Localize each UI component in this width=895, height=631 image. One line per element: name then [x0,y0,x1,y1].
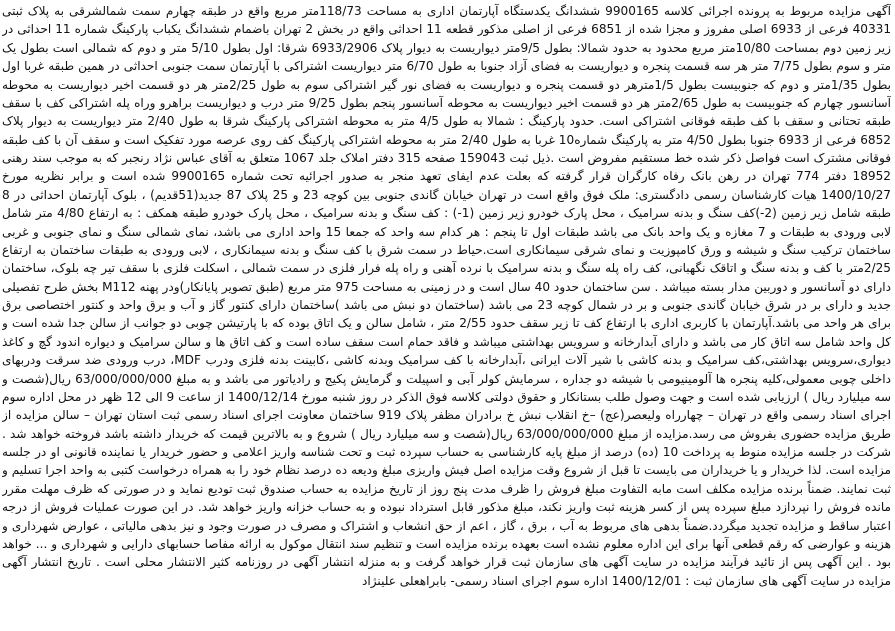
auction-notice-text [2,2,891,628]
notice-paragraph: آگهی مزایده مربوط به پرونده اجرائی کلاسه 9900165 ششدانگ یکدستگاه آپارتمان اداری به مساحت 118/73متر مربع واقع در طبقه چهارم سمت شمالشرقی به پلاک ثبتی 40331 فرعی از 6933 اصلی مفروز و مجزا شده از 6851 فرعی از اصلی مذکور قطعه 11 احداثی واقع در بخش 2 تهران باضمام ششدانگ یکباب پارکینگ شماره 11 احداثی در زیر زمین دوم بمساحت 10/80متر مربع محدود به حدود شمالا: بطول 9/5متر دیواریست به دیوار پلاک 6933/2906 شرقا: اول بطول 5/10 متر و دوم که شمالی است بطول یک متر و سوم بطول 7/75 متر هر سه قسمت پنجره و دیواریست به فضای آزاد جنوبا به طول 6/70 متر دیواریست اشتراکی با آپارتمان سمت جنوبی احداثی در همین طبقه غربا اول بطول 1/35متر و دوم که جنوبیست بطول 1/5مترهر دو قسمت پنجره و دیواریست به فضای نور گیر اشتراکی سوم به طول 2/25متر هر دو قسمت اخیر دیواریست به محوطه آسانسور چهارم که جنوبیست به طول 2/65متر هر دو قسمت اخیر دیواریست به محوطه آسانسور پنجم بطول 9/25 متر درب و دیواریست براهرو وراه پله اشتراکی کف با سقف طبقه تحتانی و سقف با کف طبقه فوقانی اشتراکی است. حدود پارکینگ : شمالا به طول 4/5 متر به محوطه اشتراکی پارکینگ شرقا به طول 2/40 متر دیواریست به دیوار پلاک 6852 فرعی از 6933 جنوبا بطول 4/50 متر به پارکینگ شماره10 غربا به طول 2/40 متر به محوطه اشتراکی پارکینگ کف روی عرصه مورد تفکیک است و سقف آن با کف طبقه فوقانی مشترک است فواصل ذکر شده خط مستقیم مفروض است .ذیل ثبت 159043 صفحه 315 دفتر املاک جلد 1067 متعلق به آقای عباس نژاد رنجبر که به موجب سند رهنی 18952 دفتر 774 تهران در رهن بانک رفاه کارگران قرار گرفته که بعلت عدم ایفای تعهد منجر به صدور اجرائیه تحت شماره 9900165 شده است و برابر نظریه مورخ 1400/10/27 هیات کارشناسان رسمی دادگستری: ملک فوق واقع است در تهران خیابان گاندی جنوبی بین کوچه 23 و 25 پلاک 87 جدید(51قدیم) ، بلوک آپارتمان احداثی در 8 طبقه شامل زیر زمین (2-)کف سنگ و بدنه سرامیک ، محل پارک خودرو زیر زمین (1-) : کف سنگ و بدنه سرامیک ، محل پارک خودرو طبقه همکف : به ارتفاع 4/80 متر شامل لابی ورودی به طبقات و 7 مغازه و یک واحد بانک می باشد طبقات اول تا پنجم : هر کدام سه واحد که جمعا 15 واحد اداری می باشد، نمای شمالی سنگ و نمای جنوبی و غربی ساختمان ترکیب سنگ و شیشه و ورق کامپوزیت و نمای شرقی سیمانکاری است.حیاط در سمت شرق با کف سنگ و بدنه سیمانکاری ، لابی ورودی به طبقات ساختمان به ارتفاع 2/25متر با کف و بدنه سنگ و اتاقک نگهبانی، کف راه پله سنگ و بدنه سرامیک با نرده آهنی و راه پله فرار فلزی در سمت شمالی ، اسکلت فلزی با سقف تیر چه بلوک، ساختمان دارای دو آسانسور و دوربین مدار بسته میباشد . سن ساختمان حدود 40 سال است و در زمینی به مساحت 975 متر مربع (طبق تصویر پایانکار)ودر پهنه M112 بخش طرح تفصیلی جدید و دارای بر در شرق خیابان گاندی جنوبی و بر در شمال کوچه 23 می باشد (ساختمان دو نبش می باشد )ساختمان دارای کنتور گاز و آب و برق واحد و کنتور اختصاصی برق برای هر واحد می باشد.آپارتمان با کاربری اداری با ارتفاع کف تا زیر سقف حدود 2/55 متر ، شامل سالن و یک اتاق بوده که با پارتیشن چوبی دو جوانب از سالن جدا شده است و کل واحد شامل سه اتاق کار می باشد و دارای آبدارخانه و سرویس بهداشتی میباشد و فاقد حمام است سقف ساده است و کف اتاق ها و سالن سرامیک و دیواره اندود گچ و کاغذ دیواری،سرویس بهداشتی،کف سرامیک و بدنه کاشی با شیر آلات ایرانی ،آبدارخانه با کف سرامیک وبدنه کاشی ،کابینت بدنه فلزی ودرب MDF، درب ورودی ضد سرقت ودربهای داخلی چوبی معمولی،کلیه پنجره ها آلومینیومی با شیشه دو جداره ، سرمایش کولر آبی و اسپیلت و گرمایش پکیج و رادیاتور می باشد و به مبلغ 63/000/000/000 ریال(شصت و سه میلیارد ریال ) ارزیابی شده است و جهت وصول طلب بستانکار و حقوق دولتی کلاسه فوق الذکر در روز شنبه مورخ 1400/12/14 از ساعت 9 الی 12 ظهر در محل اداره سوم اجرای اسناد رسمی واقع در تهران – چهارراه ولیعصر(عج) –خ انقلاب نبش خ برادران مظفر پلاک 919 ساختمان معاونت اجرای اسناد رسمی ثبت استان تهران – سالن مزایده از طریق مزایده حضوری بفروش می رسد.مزایده از مبلغ 63/000/000/000 ریال(شصت و سه میلیارد ریال ) شروع و به بالاترین قیمت که خریدار داشته باشد فروخته خواهد شد . شرکت در جلسه مزایده منوط به پرداخت 10 (ده) درصد از مبلغ پایه کارشناسی به حساب سپرده ثبت و تحت شناسه واریز اعلامی و حضور خریدار یا نماینده قانونی او در جلسه مزایده است. لذا خریدار و یا خریداران می بایست تا قبل از شروع وقت مزایده اصل فیش واریزی مبلغ ودیعه ده درصد نظام خود را به همراه درخواست کتبی به واحد اجرا تسلیم و ثبت نمایند. ضمناً برنده مزایده مکلف است مابه التفاوت مبلغ فروش را ظرف مدت پنج روز از تاریخ مزایده به حساب صندوق ثبت تودیع نماید و در صورتی که ظرف مهلت مقرر مانده فروش را نپردازد مبلغ سپرده پس از کسر هزینه ثبت واریز نکند، مبلغ مذکور قابل استرداد نبوده و به حساب خزانه واریز خواهد شد. در این صورت عملیات فروش از درجه اعتبار ساقط و مزایده تجدید میگردد.ضمناً بدهی های مربوط به آب ، برق ، گاز ، اعم از حق انشعاب و اشتراک و مصرف در صورت وجود و نیز بدهی مالیاتی ، عوارض شهرداری و هزینه و عوارضی که رقم قطعی آنها برای این اداره معلوم نشده است بعهده برنده مزایده است و تنظیم سند انتقال موکول به ارائه مفاصا حسابهای دارایی و شهرداری و ... خواهد بود . این آگهی پس از تائید فرآیند مزایده در سایت آگهی های سازمان ثبت قرار خواهد گرفت و به منزله انتشار آگهی در روزنامه کثیر الانتشار محلی است . تاریخ انتشار آگهی مزایده در سایت آگهی های سازمان ثبت : 1400/12/01 اداره سوم اجرای اسناد رسمی- بابراهعلی علینژاد [2,4,891,588]
